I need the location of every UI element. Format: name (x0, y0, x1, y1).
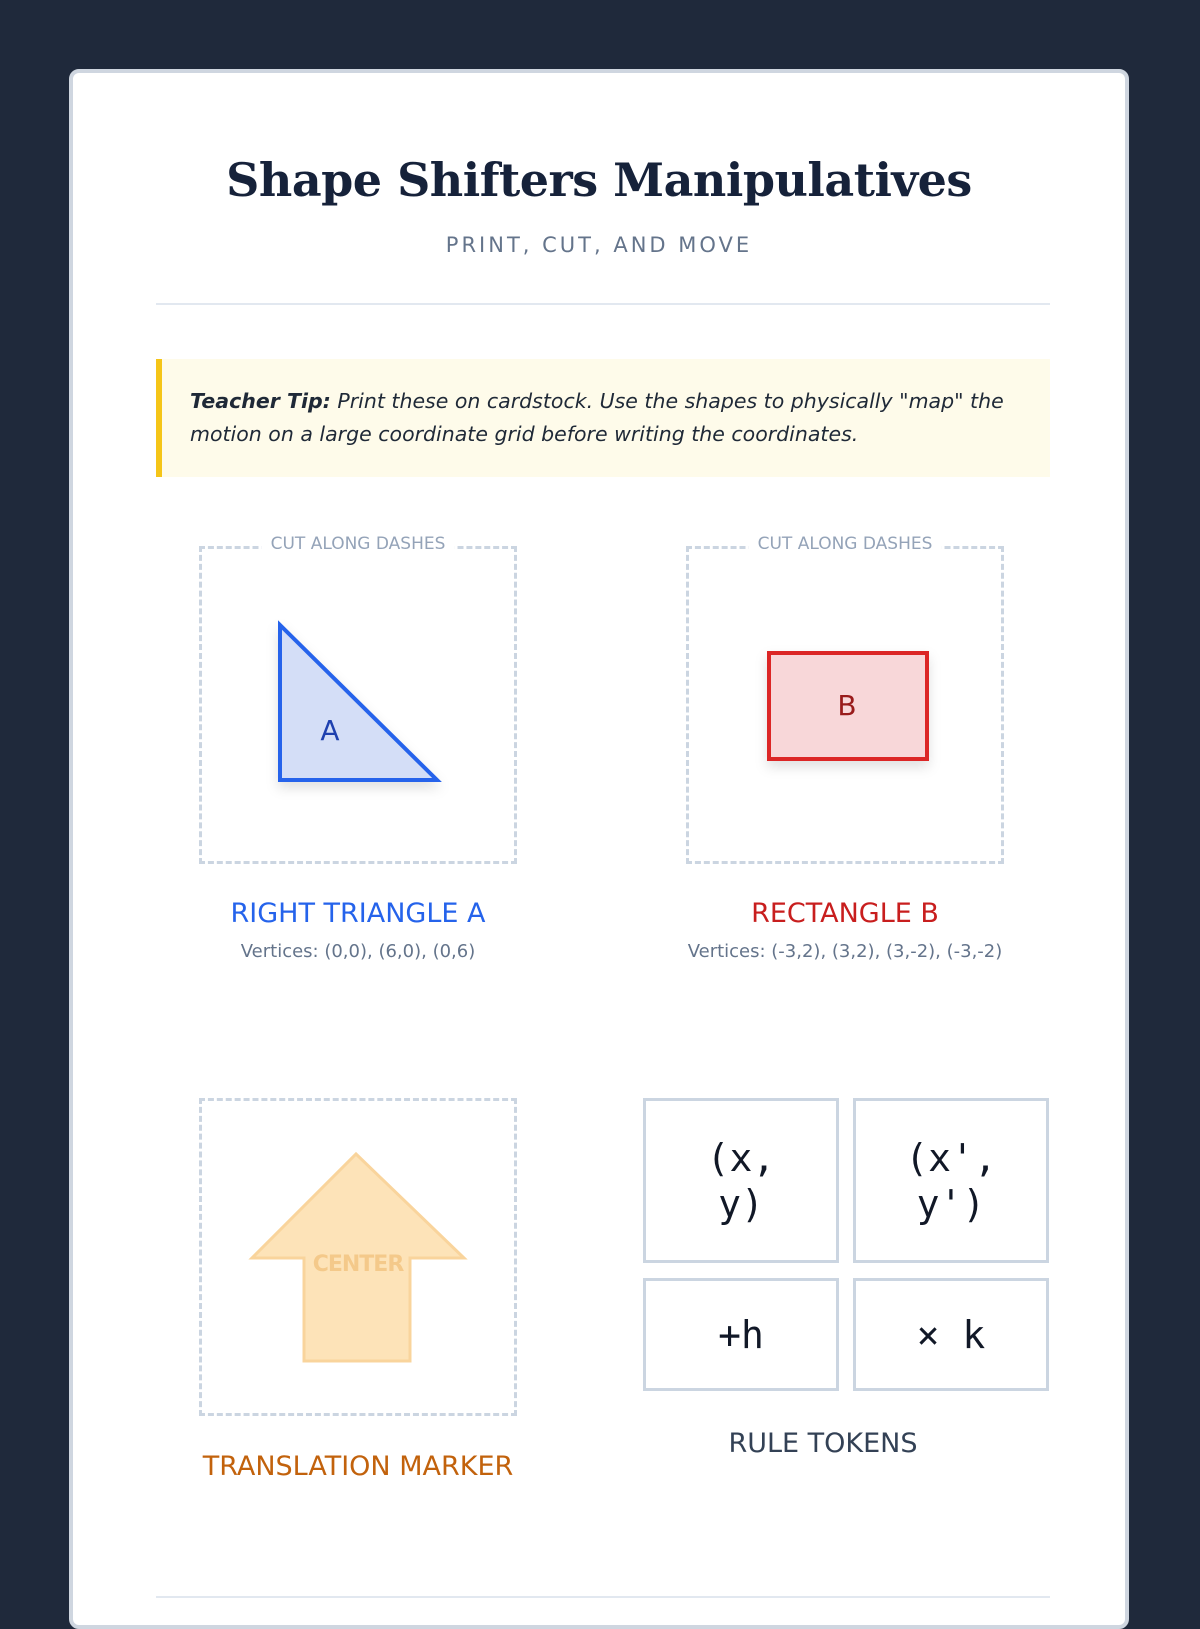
token-add-h: +h (643, 1278, 839, 1391)
teacher-tip-callout (156, 359, 1050, 477)
page-subtitle: PRINT, CUT, AND MOVE (445, 233, 753, 257)
triangle-letter: A (320, 714, 340, 747)
triangle-cutout-card (199, 534, 517, 864)
rule-tokens-caption: RULE TOKENS (728, 1428, 918, 1459)
worksheet-page (69, 69, 1129, 1629)
cut-along-dashes-label: CUT ALONG DASHES (262, 534, 455, 554)
token-image-point: (x', y') (853, 1098, 1049, 1263)
rectangle-shape (689, 549, 1001, 861)
token-original-point: (x, y) (643, 1098, 839, 1263)
rectangle-cutout-card (686, 534, 1004, 864)
page-title: Shape Shifters Manipulatives (226, 153, 972, 207)
header-divider (156, 303, 1050, 305)
rectangle-letter: B (837, 689, 857, 722)
translation-marker-name: TRANSLATION MARKER (202, 1451, 514, 1482)
rectangle-vertices: Vertices: (-3,2), (3,2), (3,-2), (-3,-2) (687, 941, 1003, 962)
center-marker-text: CENTER (312, 1252, 404, 1277)
rectangle-name: RECTANGLE B (751, 898, 939, 929)
triangle-a-polygon (280, 625, 437, 780)
token-times-k: × k (853, 1278, 1049, 1391)
cut-along-dashes-label: CUT ALONG DASHES (749, 534, 942, 554)
triangle-vertices: Vertices: (0,0), (6,0), (0,6) (240, 941, 476, 962)
triangle-name: RIGHT TRIANGLE A (230, 898, 486, 929)
footer-divider (156, 1596, 1050, 1598)
teacher-tip-text: Print these on cardstock. Use the shapes to physically "map" the motion on a large coordinate grid before writing the coordinates. (190, 389, 1004, 446)
translation-marker-card (199, 1098, 517, 1416)
triangle-shape (202, 549, 514, 861)
teacher-tip-label: Teacher Tip: (190, 389, 331, 413)
arrow-marker-shape (202, 1101, 514, 1413)
